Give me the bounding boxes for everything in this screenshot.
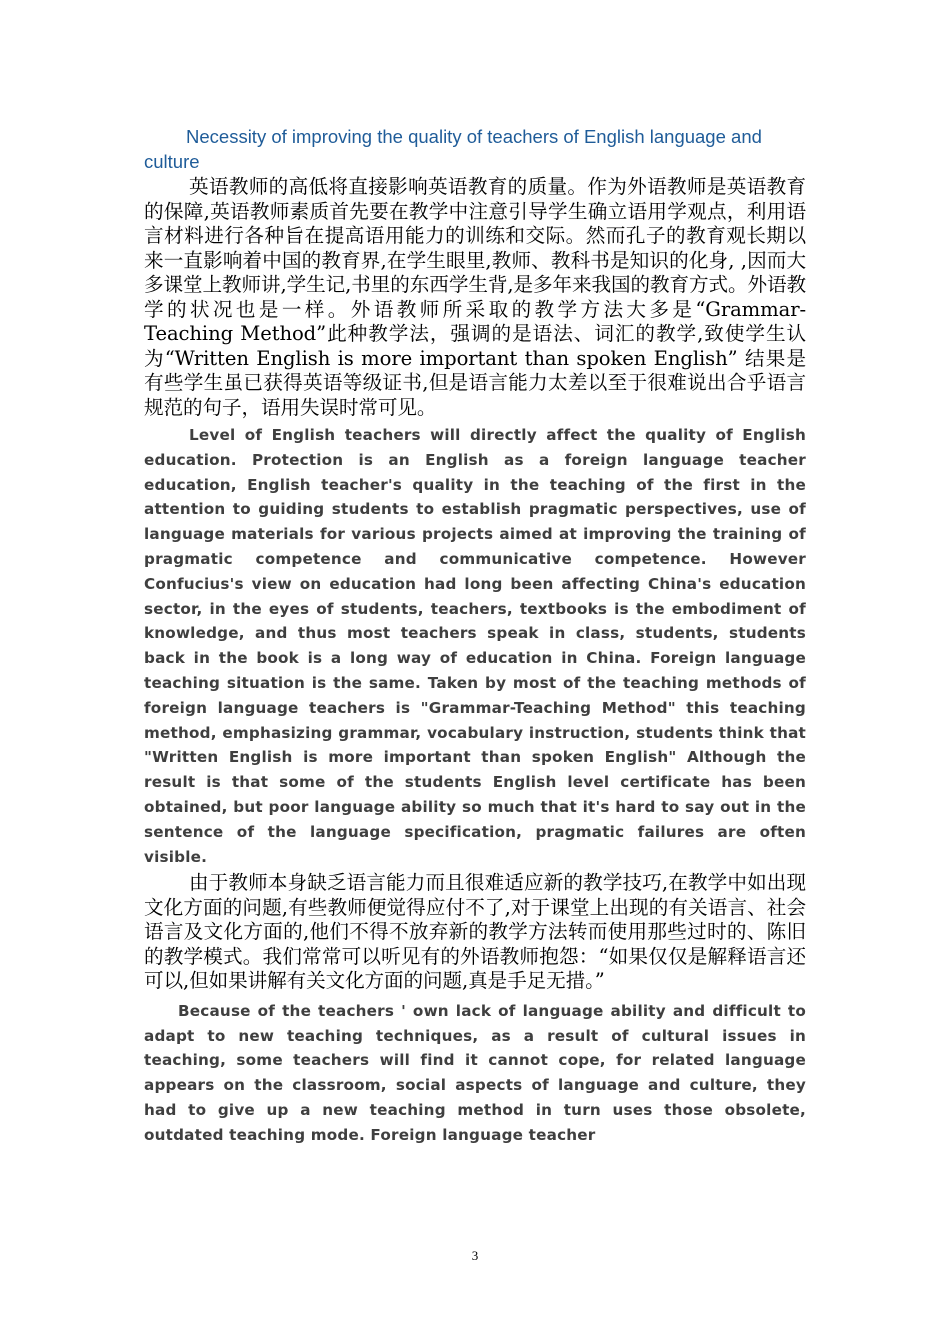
paragraph-english-1: Level of English teachers will directly affect the quality of English education. Protection is an English as a foreign language teacher education, English teacher's quality in the teaching of the first in the attention to guiding students to establish pragmatic perspectives, use of language materials for various projects aimed at improving the training of pragmatic competence and communicative competence. However Confucius's view on education had long been affecting China's education sector, in the eyes of students, teachers, textbooks is the embodiment of knowledge, and thus most teachers speak in class, students, students back in the book is a long way of education in China. Foreign language teaching situation is the same. Taken by most of the teaching methods of foreign language teachers is "Grammar-Teaching Method" this teaching method, emphasizing grammar, vocabulary instruction, students think that "Written English is more important than spoken English" Although the result is that some of the students English level certificate has been obtained, but poor language ability so much that it's hard to say out in the sentence of the language specification, pragmatic failures are often visible. — [144, 426, 806, 866]
document-body — [144, 124, 806, 1150]
section-heading: Necessity of improving the quality of teachers of English language and culture — [144, 126, 762, 172]
paragraph-chinese-2: 由于教师本身缺乏语言能力而且很难适应新的教学技巧,在教学中如出现文化方面的问题,有些教师便觉得应付不了,对于课堂上出现的有关语言、社会语言及文化方面的,他们不得不放弃新的教学方法转而使用那些过时的、陈旧的教学模式。我们常常可以听见有的外语教师抱怨：“如果仅仅是解释语言还可以,但如果讲解有关文化方面的问题,真是手足无措。” — [144, 871, 806, 993]
page-number: 3 — [471, 1248, 479, 1263]
paragraph-english-2: Because of the teachers ' own lack of language ability and difficult to adapt to new teaching techniques, as a result of cultural issues in teaching, some teachers will find it cannot cope, for related language appears on the classroom, social aspects of language and culture, they had to give up a new teaching method in turn uses those obsolete, outdated teaching mode. Foreign language teacher — [144, 1001, 806, 1144]
paragraph-chinese-1: 英语教师的高低将直接影响英语教育的质量。作为外语教师是英语教育的保障,英语教师素质首先要在教学中注意引导学生确立语用学观点，利用语言材料进行各种旨在提高语用能力的训练和交际。然而孔子的教育观长期以来一直影响着中国的教育界,在学生眼里,教师、教科书是知识的化身, ,因而大多课堂上教师讲,学生记,书里的东西学生背,是多年来我国的教育方式。外语教学的状况也是一样。外语教师所采取的教学方法大多是“Grammar-Teaching Method”此种教学法，强调的是语法、词汇的教学,致使学生认为“Written English is more important than spoken English” 结果是有些学生虽已获得英语等级证书,但是语言能力太差以至于很难说出合乎语言规范的句子，语用失误时常可见。 — [144, 175, 806, 419]
